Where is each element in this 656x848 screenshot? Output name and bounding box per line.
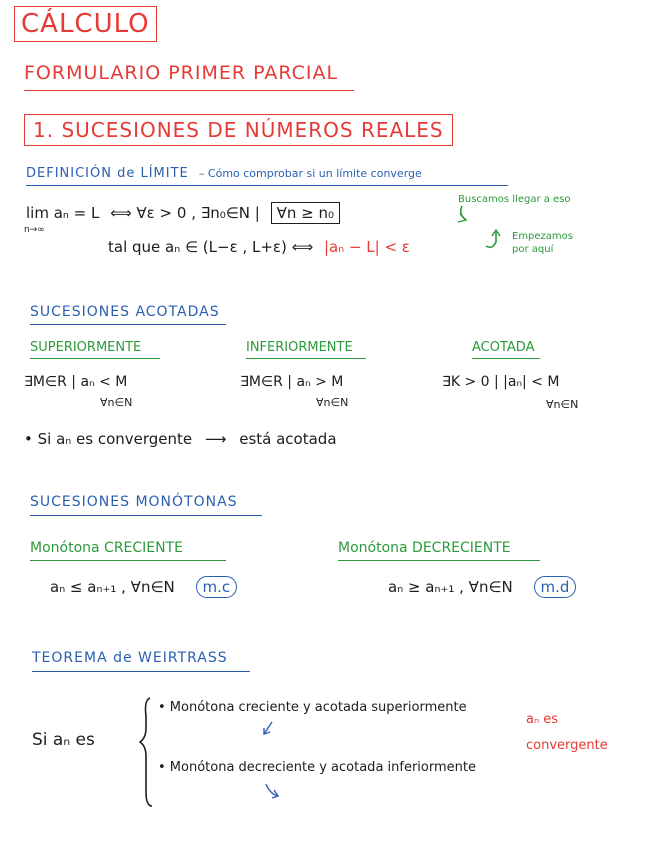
limit-box: ∀n ≥ n₀ (271, 202, 340, 224)
bounded-label-superior: SUPERIORMENTE (30, 340, 160, 359)
theorem-heading: TEOREMA de WEIRTRASS (32, 650, 250, 672)
note-bottom-arrow-icon (486, 232, 496, 247)
limit-line2-red: |aₙ − L| < ε (323, 238, 410, 256)
theorem-conclusion-2: convergente (526, 738, 608, 753)
limit-heading-main: DEFINICIÓN de LÍMITE (26, 166, 189, 181)
limit-lhs: lim aₙ = L (26, 204, 100, 222)
note-top: Buscamos llegar a eso (458, 194, 571, 205)
theorem-case-1: • Monótona creciente y acotada superiormente (158, 700, 467, 715)
bounded-formula-superior: ∃M∈R | aₙ < M (24, 374, 128, 390)
increasing-tag: m.c (196, 576, 238, 598)
arrow-right-icon: ⟶ (204, 430, 227, 448)
theorem-conclusion-1: aₙ es (526, 712, 559, 727)
limit-subscript: n→∞ (24, 225, 45, 235)
page-title: CÁLCULO (14, 6, 157, 42)
section-title: 1. SUCESIONES DE NÚMEROS REALES (24, 114, 453, 146)
bounded-quant-acotada: ∀n∈N (546, 398, 579, 411)
decreasing-formula-text: aₙ ≥ aₙ₊₁ , ∀n∈N (388, 578, 513, 596)
bounded-bullet-lhs: • Si aₙ es convergente (24, 430, 193, 448)
theorem-case-2: • Monótona decreciente y acotada inferiormente (158, 760, 476, 775)
limit-line2-mid: tal que aₙ ∈ (L−ε , L+ε) ⟺ (108, 238, 314, 256)
note-bottom: Empezamos por aquí (512, 231, 574, 255)
monotone-increasing-label: Monótona CRECIENTE (30, 540, 226, 561)
bounded-bullet-rhs: está acotada (239, 430, 337, 448)
monotone-heading: SUCESIONES MONÓTONAS (30, 494, 262, 516)
theorem-lhs: Si aₙ es (32, 730, 95, 750)
curly-brace-icon (140, 698, 152, 806)
limit-mid: ⟺ ∀ε > 0 , ∃n₀∈N | (110, 204, 260, 222)
decreasing-tag: m.d (534, 576, 577, 598)
bounded-label-acotada: ACOTADA (472, 340, 540, 359)
bounded-heading: SUCESIONES ACOTADAS (30, 304, 226, 325)
increasing-formula-text: aₙ ≤ aₙ₊₁ , ∀n∈N (50, 578, 175, 596)
bounded-quant-inferior: ∀n∈N (316, 396, 349, 409)
limit-heading-note: – Cómo comprobar si un límite converge (198, 167, 422, 180)
bounded-formula-acotada: ∃K > 0 | |aₙ| < M (442, 374, 560, 390)
bounded-label-inferior: INFERIORMENTE (246, 340, 366, 359)
page-subtitle: FORMULARIO PRIMER PARCIAL (24, 62, 354, 91)
bounded-formula-inferior: ∃M∈R | aₙ > M (240, 374, 344, 390)
bounded-quant-superior: ∀n∈N (100, 396, 133, 409)
monotone-decreasing-label: Monótona DECRECIENTE (338, 540, 540, 561)
